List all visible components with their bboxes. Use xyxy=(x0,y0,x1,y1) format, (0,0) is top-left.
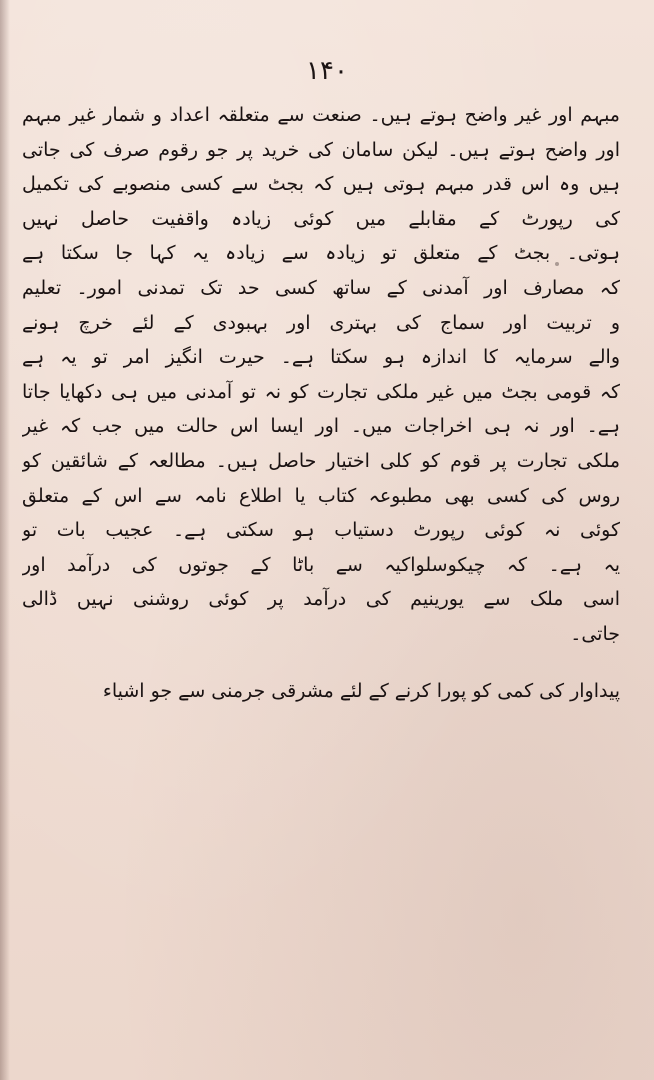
text-line: ہوتی۔ بجٹ کے متعلق تو زیادہ سے زیادہ یہ کہا جا سکتا ہے xyxy=(22,242,620,265)
text-line: مبہم اور غیر واضح ہوتے ہیں۔ صنعت سے متعلقہ اعداد و شمار غیر مبہم xyxy=(22,104,620,126)
body-text xyxy=(22,98,620,708)
text-line: اسی ملک سے یورینیم کی درآمد پر کوئی روشنی نہیں ڈالی xyxy=(22,588,620,611)
text-line: کوئی نہ کوئی رپورٹ دستیاب ہو سکتی ہے۔ عجیب بات تو xyxy=(22,519,620,542)
text-line: ہیں وہ اس قدر مبہم ہوتی ہیں کہ بجٹ سے کسی منصوبے کی تکمیل xyxy=(22,173,620,196)
paragraph-gap xyxy=(22,652,620,674)
text-line: ہے۔ اور نہ ہی اخراجات میں۔ اور ایسا اس حالت میں جب کہ غیر xyxy=(22,415,620,438)
page-number: ۱۴۰ xyxy=(306,56,348,86)
page-binding-shadow xyxy=(0,0,10,1080)
text-line: یہ ہے۔ کہ چیکوسلواکیہ سے باٹا کے جوتوں کی درآمد اور xyxy=(22,553,620,576)
text-line: جاتی۔ xyxy=(570,622,620,645)
text-line: و تربیت اور سماج کی بہتری اور بہبودی کے لئے خرچ ہونے xyxy=(22,311,620,334)
text-line: کی رپورٹ کے مقابلے میں کوئی زیادہ واقفیت حاصل نہیں xyxy=(22,207,620,230)
text-line: روس کی کسی بھی مطبوعہ کتاب یا اطلاع نامہ سے اس کے متعلق xyxy=(22,484,620,507)
text-line: کہ قومی بجٹ میں غیر ملکی تجارت کو نہ تو آمدنی میں ہی دکھایا جاتا xyxy=(22,380,620,403)
text-line: اور واضح ہوتے ہیں۔ لیکن سامان کی خرید پر جو رقوم صرف کی جاتی xyxy=(22,138,620,161)
text-line: کہ مصارف اور آمدنی کے ساتھ کسی حد تک تمدنی امور۔ تعلیم xyxy=(22,276,620,299)
text-line: ملکی تجارت پر قوم کو کلی اختیار حاصل ہیں۔ مطالعہ کے شائقین کو xyxy=(22,449,620,472)
paragraph-start-line: پیداوار کی کمی کو پورا کرنے کے لئے مشرقی جرمنی سے جو اشیاء xyxy=(102,679,620,702)
text-line: والے سرمایہ کا اندازہ ہو سکتا ہے۔ حیرت انگیز امر تو یہ ہے xyxy=(22,346,620,369)
